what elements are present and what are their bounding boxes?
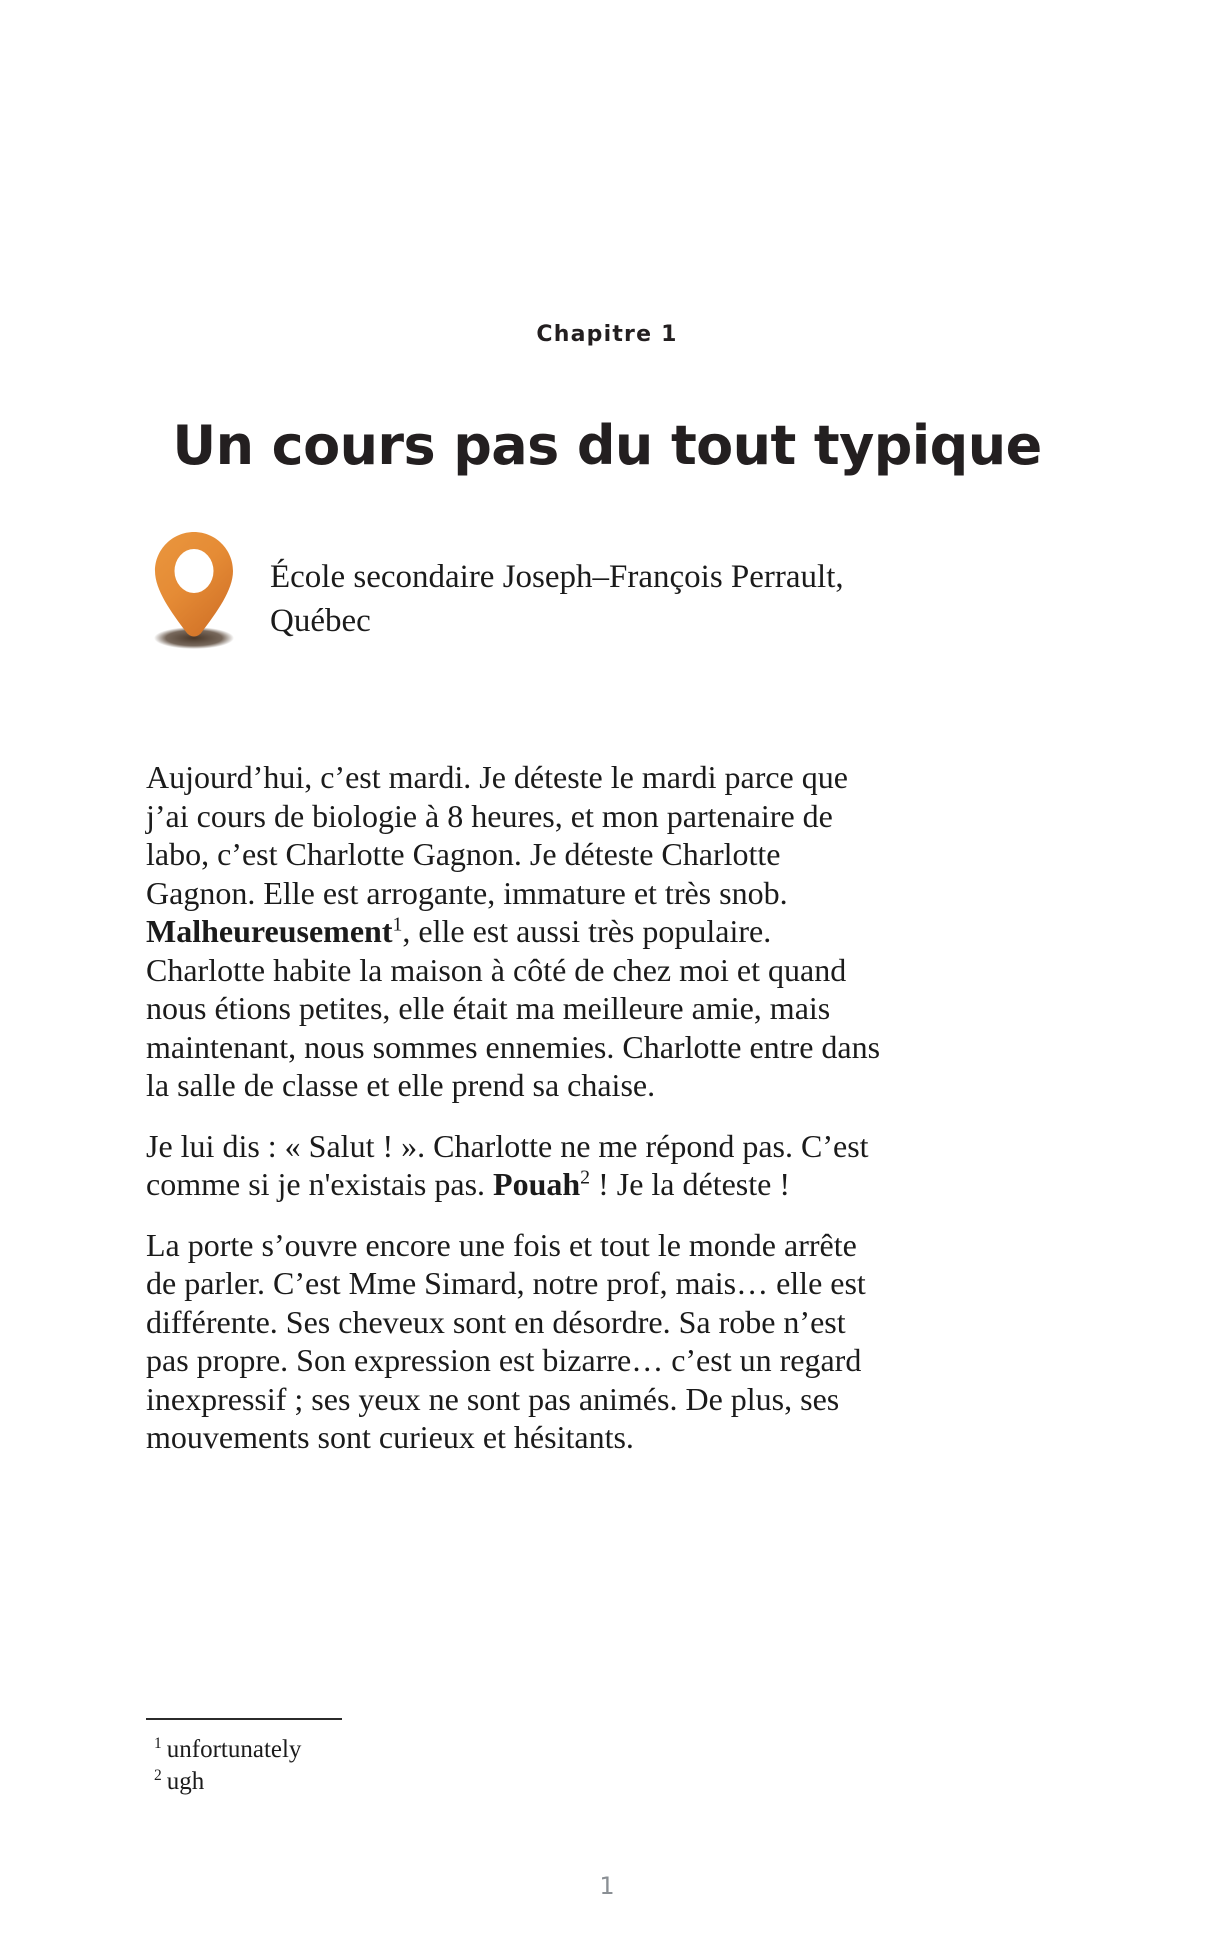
paragraph-2 (146, 1127, 882, 1204)
footnote-1-marker: 1 (154, 1734, 162, 1752)
footnote-separator (146, 1718, 342, 1720)
paragraph-1-text-before: Aujourd’hui, c’est mardi. Je déteste le mardi parce que j’ai cours de biologie à 8 heures, et mon partenaire de labo, c’est Charlotte Gagnon. Je déteste Charlotte Gagnon. Elle est arrogante, immature et très snob. (146, 759, 848, 911)
footnote-2-marker: 2 (154, 1766, 162, 1784)
footnote-2 (146, 1766, 882, 1798)
body-text (146, 758, 882, 1457)
chapter-label: Chapitre 1 (536, 322, 678, 347)
bold-word-pouah: Pouah (493, 1166, 581, 1202)
paragraph-2-text-after: ! Je la déteste ! (590, 1166, 790, 1202)
paragraph-3-text: La porte s’ouvre encore une fois et tout le monde arrête de parler. C’est Mme Simard, notre prof, mais… elle est différente. Ses cheveux sont en désordre. Sa robe n’est pas propre. Son expression est bizarre… c’est un regard inexpressif ; ses yeux ne sont pas animés. De plus, ses mouvements sont curieux et hésitants. (146, 1226, 866, 1455)
footnote-1-text: unfortunately (166, 1736, 302, 1763)
page-title: Un cours pas du tout typique (172, 414, 1042, 478)
footnotes-section (146, 1718, 882, 1798)
paragraph-1 (146, 758, 882, 1105)
bold-word-malheureusement: Malheureusement (146, 913, 393, 949)
footnote-2-text: ugh (166, 1768, 205, 1795)
paragraph-3 (146, 1226, 882, 1457)
paragraph-1-text-after: , elle est aussi très populaire. Charlotte habite la maison à côté de chez moi et quand nous étions petites, elle était ma meilleure amie, mais maintenant, nous sommes ennemies. Charlotte entre dans la salle de classe et elle prend sa chaise. (146, 913, 881, 1103)
paragraph-2-text-before: Je lui dis : « Salut ! ». Charlotte ne me répond pas. C’est comme si je n'existais pas. (146, 1127, 869, 1202)
footnote-ref-1[interactable]: 1 (392, 913, 403, 936)
page-number: 1 (599, 1872, 615, 1900)
map-pin-icon (142, 528, 246, 650)
footnote-1 (146, 1734, 882, 1766)
location-label: École secondaire Joseph–François Perrault, Québec (270, 559, 844, 639)
footnote-ref-2[interactable]: 2 (580, 1166, 591, 1189)
location-block (142, 528, 902, 650)
